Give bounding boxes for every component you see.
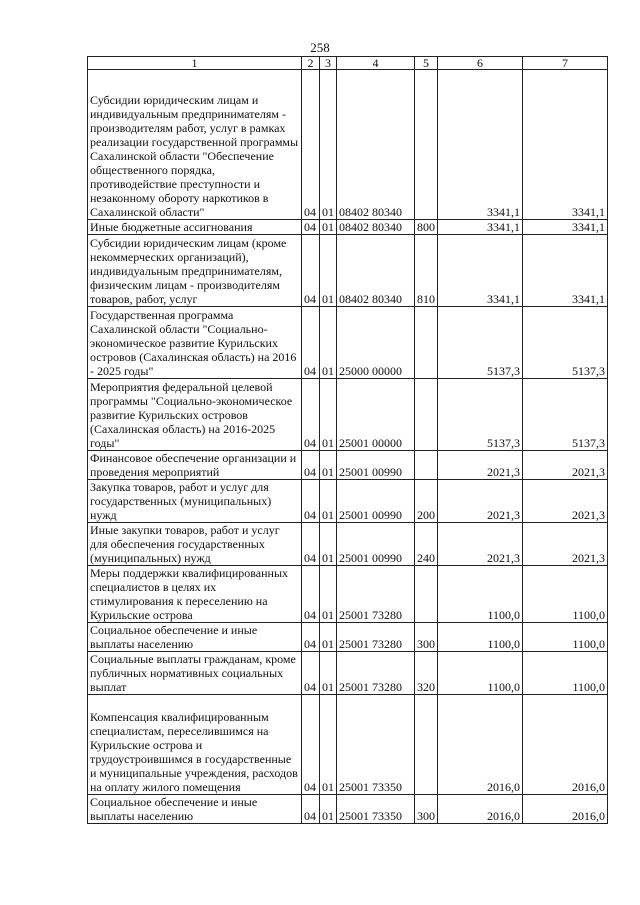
row-description: Субсидии юридическим лицам (кроме некоммерческих организаций), индивидуальным предпринимателям, физическим лицам - производителям товаров, работ, услуг	[88, 235, 302, 307]
amount-col6: 1100,0	[438, 652, 523, 695]
section-code: 04	[302, 695, 320, 795]
amount-col7: 3341,1	[523, 70, 608, 220]
subsection-code: 01	[320, 307, 337, 379]
expense-type-code: 810	[415, 235, 438, 307]
table-row	[88, 220, 608, 235]
amount-col6: 5137,3	[438, 379, 523, 451]
section-code: 04	[302, 235, 320, 307]
table-row	[88, 566, 608, 623]
row-description: Социальные выплаты гражданам, кроме публичных нормативных социальных выплат	[88, 652, 302, 695]
table-row	[88, 235, 608, 307]
target-article-code: 25001 73280	[337, 623, 415, 652]
target-article-code: 25001 73280	[337, 566, 415, 623]
table-row	[88, 451, 608, 480]
target-article-code: 25000 00000	[337, 307, 415, 379]
column-header: 2	[302, 57, 320, 70]
subsection-code: 01	[320, 235, 337, 307]
section-code: 04	[302, 220, 320, 235]
column-header: 4	[337, 57, 415, 70]
table-row	[88, 379, 608, 451]
section-code: 04	[302, 523, 320, 566]
row-description: Государственная программа Сахалинской области "Социально-экономическое развитие Курильских островов (Сахалинская область) на 2016 - 2025 годы"	[88, 307, 302, 379]
target-article-code: 08402 80340	[337, 220, 415, 235]
amount-col7: 2021,3	[523, 480, 608, 523]
target-article-code: 25001 00990	[337, 523, 415, 566]
row-description: Финансовое обеспечение организации и проведения мероприятий	[88, 451, 302, 480]
section-code: 04	[302, 379, 320, 451]
table-row	[88, 307, 608, 379]
expense-type-code	[415, 566, 438, 623]
expense-type-code	[415, 379, 438, 451]
table-row	[88, 70, 608, 220]
table-row	[88, 695, 608, 795]
expense-type-code: 320	[415, 652, 438, 695]
column-header: 7	[523, 57, 608, 70]
subsection-code: 01	[320, 795, 337, 824]
table-row	[88, 795, 608, 824]
expense-type-code: 800	[415, 220, 438, 235]
section-code: 04	[302, 70, 320, 220]
amount-col7: 5137,3	[523, 379, 608, 451]
target-article-code: 25001 73280	[337, 652, 415, 695]
section-code: 04	[302, 623, 320, 652]
subsection-code: 01	[320, 652, 337, 695]
expense-type-code	[415, 307, 438, 379]
subsection-code: 01	[320, 480, 337, 523]
amount-col7: 2021,3	[523, 523, 608, 566]
amount-col6: 1100,0	[438, 566, 523, 623]
amount-col6: 2021,3	[438, 451, 523, 480]
target-article-code: 25001 73350	[337, 795, 415, 824]
amount-col7: 1100,0	[523, 623, 608, 652]
amount-col6: 2016,0	[438, 795, 523, 824]
table-row	[88, 523, 608, 566]
amount-col7: 1100,0	[523, 652, 608, 695]
target-article-code: 25001 00000	[337, 379, 415, 451]
subsection-code: 01	[320, 566, 337, 623]
target-article-code: 25001 00990	[337, 451, 415, 480]
amount-col7: 1100,0	[523, 566, 608, 623]
table-row	[88, 623, 608, 652]
amount-col7: 2016,0	[523, 795, 608, 824]
budget-table	[87, 56, 608, 824]
section-code: 04	[302, 480, 320, 523]
section-code: 04	[302, 652, 320, 695]
amount-col7: 5137,3	[523, 307, 608, 379]
amount-col7: 2021,3	[523, 451, 608, 480]
row-description: Социальное обеспечение и иные выплаты населению	[88, 795, 302, 824]
table-row	[88, 652, 608, 695]
amount-col6: 2021,3	[438, 523, 523, 566]
subsection-code: 01	[320, 623, 337, 652]
amount-col7: 2016,0	[523, 695, 608, 795]
amount-col6: 5137,3	[438, 307, 523, 379]
row-description: Социальное обеспечение и иные выплаты населению	[88, 623, 302, 652]
row-description: Мероприятия федеральной целевой программы "Социально-экономическое развитие Курильских островов (Сахалинская область) на 2016-2025 годы"	[88, 379, 302, 451]
section-code: 04	[302, 451, 320, 480]
target-article-code: 08402 80340	[337, 235, 415, 307]
target-article-code: 08402 80340	[337, 70, 415, 220]
subsection-code: 01	[320, 451, 337, 480]
subsection-code: 01	[320, 70, 337, 220]
section-code: 04	[302, 795, 320, 824]
subsection-code: 01	[320, 379, 337, 451]
amount-col7: 3341,1	[523, 220, 608, 235]
page-number: 258	[310, 40, 330, 55]
column-header: 5	[415, 57, 438, 70]
expense-type-code: 300	[415, 795, 438, 824]
expense-type-code: 240	[415, 523, 438, 566]
expense-type-code	[415, 451, 438, 480]
row-description: Субсидии юридическим лицам и индивидуальным предпринимателям - производителям работ, услуг в рамках реализации государственной программы Сахалинской области "Обеспечение общественного порядка, противодействие преступности и незаконному обороту наркотиков в Сахалинской области"	[88, 70, 302, 220]
row-description: Меры поддержки квалифицированных специалистов в целях их стимулирования к переселению на Курильские острова	[88, 566, 302, 623]
amount-col7: 3341,1	[523, 235, 608, 307]
target-article-code: 25001 00990	[337, 480, 415, 523]
subsection-code: 01	[320, 220, 337, 235]
table-row	[88, 480, 608, 523]
column-header-row	[88, 57, 608, 70]
target-article-code: 25001 73350	[337, 695, 415, 795]
amount-col6: 3341,1	[438, 70, 523, 220]
amount-col6: 2021,3	[438, 480, 523, 523]
subsection-code: 01	[320, 695, 337, 795]
expense-type-code	[415, 695, 438, 795]
section-code: 04	[302, 307, 320, 379]
row-description: Иные бюджетные ассигнования	[88, 220, 302, 235]
column-header: 1	[88, 57, 302, 70]
subsection-code: 01	[320, 523, 337, 566]
column-header: 3	[320, 57, 337, 70]
amount-col6: 3341,1	[438, 235, 523, 307]
expense-type-code	[415, 70, 438, 220]
amount-col6: 1100,0	[438, 623, 523, 652]
column-header: 6	[438, 57, 523, 70]
row-description: Иные закупки товаров, работ и услуг для обеспечения государственных (муниципальных) нужд	[88, 523, 302, 566]
expense-type-code: 200	[415, 480, 438, 523]
section-code: 04	[302, 566, 320, 623]
row-description: Компенсация квалифицированным специалистам, переселившимся на Курильские острова и трудоустроившимся в государственные и муниципальные учреждения, расходов на оплату жилого помещения	[88, 695, 302, 795]
amount-col6: 2016,0	[438, 695, 523, 795]
row-description: Закупка товаров, работ и услуг для государственных (муниципальных) нужд	[88, 480, 302, 523]
expense-type-code: 300	[415, 623, 438, 652]
amount-col6: 3341,1	[438, 220, 523, 235]
